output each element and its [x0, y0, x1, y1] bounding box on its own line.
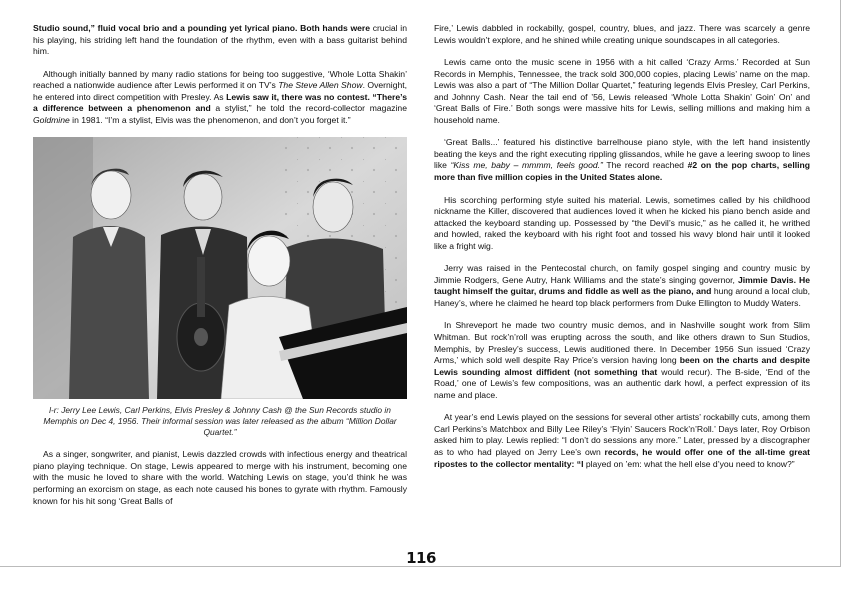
tv-show-title: The Steve Allen Show [278, 80, 363, 91]
body-text: a stylist,” he told the record-collector magazine [210, 103, 407, 114]
paragraph: Lewis came onto the music scene in 1956 with a hit called ‘Crazy Arms.’ Recorded at Sun Records in Memphis, Tennessee, the track sold 300,000 copies, placing Lewis’ name on the map. Lewis was also a part of “The Million Dollar Quartet,” featuring legends Elvis Presley, Carl Perkins, and Johnny Cash. Near the tail end of ’56, Lewis released ‘Whole Lotta Shakin’ Goin’ On’ and ‘Great Balls of Fire.’ Both songs were massive hits for Lewis, selling millions and making him a household name. [434, 57, 810, 125]
body-text: ‘Great Balls...’ featured his distinctive barrelhouse piano style, with the left hand insistently beating the keys and the right executing rippling glissandos, while he gave a leering swoop to lines like [434, 137, 810, 171]
right-column [434, 23, 810, 481]
lyric-quote: “Kiss me, baby – mmmm, feels good.” [450, 160, 603, 171]
photo-caption: l-r: Jerry Lee Lewis, Carl Perkins, Elvis Presley & Johnny Cash @ the Sun Records studio in Memphis on Dec 4, 1956. Their informal session was later released as the album “Million Dollar Quartet.” [43, 405, 397, 438]
paragraph [33, 23, 407, 58]
bold-text: records, he would offer one of the all-time great ripostes to the collector mentality: “I [434, 446, 810, 469]
paragraph [434, 137, 810, 183]
bold-text: Jimmie Davis. He taught himself the guitar, drums and fiddle as well as the piano, and [434, 274, 810, 297]
paragraph: Fire,’ Lewis dabbled in rockabilly, gospel, country, blues, and jazz. There was scarcely a genre Lewis wouldn’t explore, and he shined while creating unique soundscapes in all categories. [434, 23, 810, 45]
bold-text: Lewis saw it, there was no contest. “There’s a difference between a phenomenon and [33, 91, 407, 114]
paragraph: His scorching performing style suited his material. Lewis, sometimes called by his childhood nickname the Killer, discovered that audiences loved it when he kicked his piano bench aside and attacked the keyboard standing up. Possessed by “the Devil’s music,” as he called it, he writhed and howled, raked the keyboard with his right foot and tossed his wavy blond hair until it looked like a fright wig. [434, 194, 810, 251]
bold-text: been on the charts and despite Lewis sounding almost diffident (not something that [434, 355, 810, 377]
body-text: . Overnight, he entered into direct competition with Presley. As [33, 80, 408, 102]
page-number: 116 [406, 549, 436, 567]
magazine-title: Goldmine [33, 114, 70, 125]
body-text: At year’s end Lewis played on the sessions for several other artists’ rockabilly cuts, among them Carl Perkins’s Matchbox and Billy Lee Riley’s ‘Flyin’ Saucers Rock’n’Roll.’ Days later, Roy Orbison asked him to play. Lewis replied: “I don’t do sessions any more.” Later, pressed by a discographer as to who had played on Jerry Lee’s own [434, 412, 810, 457]
body-text: played on ’em: what the hell else d’you need to know?” [583, 458, 795, 469]
body-text: Jerry was raised in the Pentecostal church, on family gospel singing and country music by Jimmie Rodgers, Gene Autry, Hank Williams and the state’s singing governor, [434, 263, 810, 285]
paragraph [434, 320, 810, 401]
quartet-photo-image [33, 137, 407, 399]
body-text: hung around a local club, Haney’s, where he claimed he heard top black performers from Duke Ellington to Muddy Waters. [434, 286, 811, 308]
body-text: The record reached [602, 160, 688, 171]
left-column [33, 23, 407, 518]
body-text: in 1981. “I’m a stylist, Elvis was the phenomenon, and don’t you forget it.” [69, 114, 351, 125]
body-text: Although initially banned by many radio stations for being too suggestive, ‘Whole Lotta Shakin’ reached a nationwide audience after Lewis performed it on TV’s [33, 68, 407, 91]
body-text: In Shreveport he made two country music demos, and in Nashville sought work from Slim Whitman. But rock’n’roll was erupting across the south, and like others drawn to Sun Studios, Memphis, by Presley’s success, Lewis auditioned there. In December 1956 Sun issued ‘Crazy Arms,’ which sold well despite Ray Price’s version having long [434, 320, 810, 366]
paragraph [434, 263, 810, 309]
paragraph: As a singer, songwriter, and pianist, Lewis dazzled crowds with infectious energy and theatrical piano playing technique. On stage, Lewis appeared to merge with his instrument, becoming one with the music he loved to share with the world. Watching Lewis on stage, you’d think he was performing an exorcism on stage, as each note caused his bones to gyrate with rhythm. Famously known for his hit song ‘Great Balls of [33, 449, 407, 506]
paragraph [33, 69, 407, 127]
bold-text: #2 on the pop charts, selling more than five million copies in the United States alone. [434, 160, 810, 183]
body-text: crucial in his playing, his striding left hand the foundation of the rhythm, even with a bass guitarist behind him. [33, 23, 407, 57]
quartet-photo [33, 137, 407, 399]
body-text: would recur). The B-side, ‘End of the Road,’ one of Lewis’s few compositions, was an authentic dark howl, a perfect expression of its name and place. [434, 366, 810, 400]
paragraph [434, 412, 810, 470]
bold-text: Studio sound,” fluid vocal brio and a pounding yet lyrical piano. Both hands were [33, 23, 371, 33]
